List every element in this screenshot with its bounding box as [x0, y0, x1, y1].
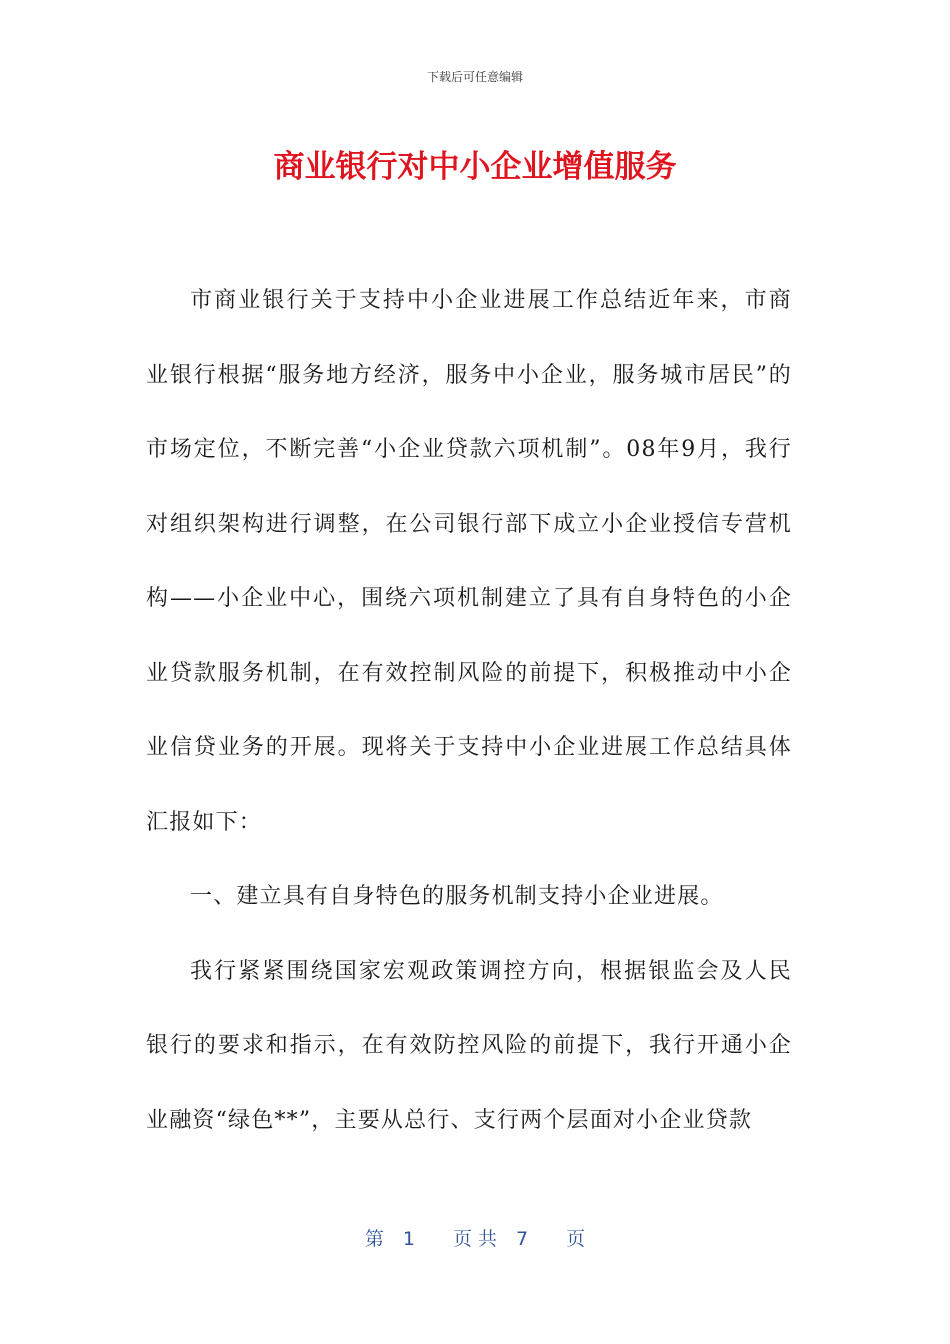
- paragraph: 市商业银行关于支持中小企业进展工作总结近年来，市商业银行根据“服务地方经济，服务中小企业，服务城市居民”的市场定位，不断完善“小企业贷款六项机制”。08年9月，我行对组织架构进行调整，在公司银行部下成立小企业授信专营机构——小企业中心，围绕六项机制建立了具有自身特色的小企业贷款服务机制，在有效控制风险的前提下，积极推动中小企业信贷业务的开展。现将关于支持中小企业进展工作总结具体汇报如下：: [146, 288, 792, 835]
- document-body: [146, 264, 792, 1158]
- paragraph: 一、建立具有自身特色的服务机制支持小企业进展。: [190, 884, 724, 909]
- page-number-footer: 第 1 页 共 7 页: [364, 1228, 586, 1250]
- paragraph: 我行紧紧围绕国家宏观政策调控方向，根据银监会及人民银行的要求和指示，在有效防控风险的前提下，我行开通小企业融资“绿色**”，主要从总行、支行两个层面对小企业贷款: [146, 958, 792, 1133]
- document-title: 商业银行对中小企业增值服务: [273, 149, 677, 185]
- header-note: 下载后可任意编辑: [426, 70, 523, 84]
